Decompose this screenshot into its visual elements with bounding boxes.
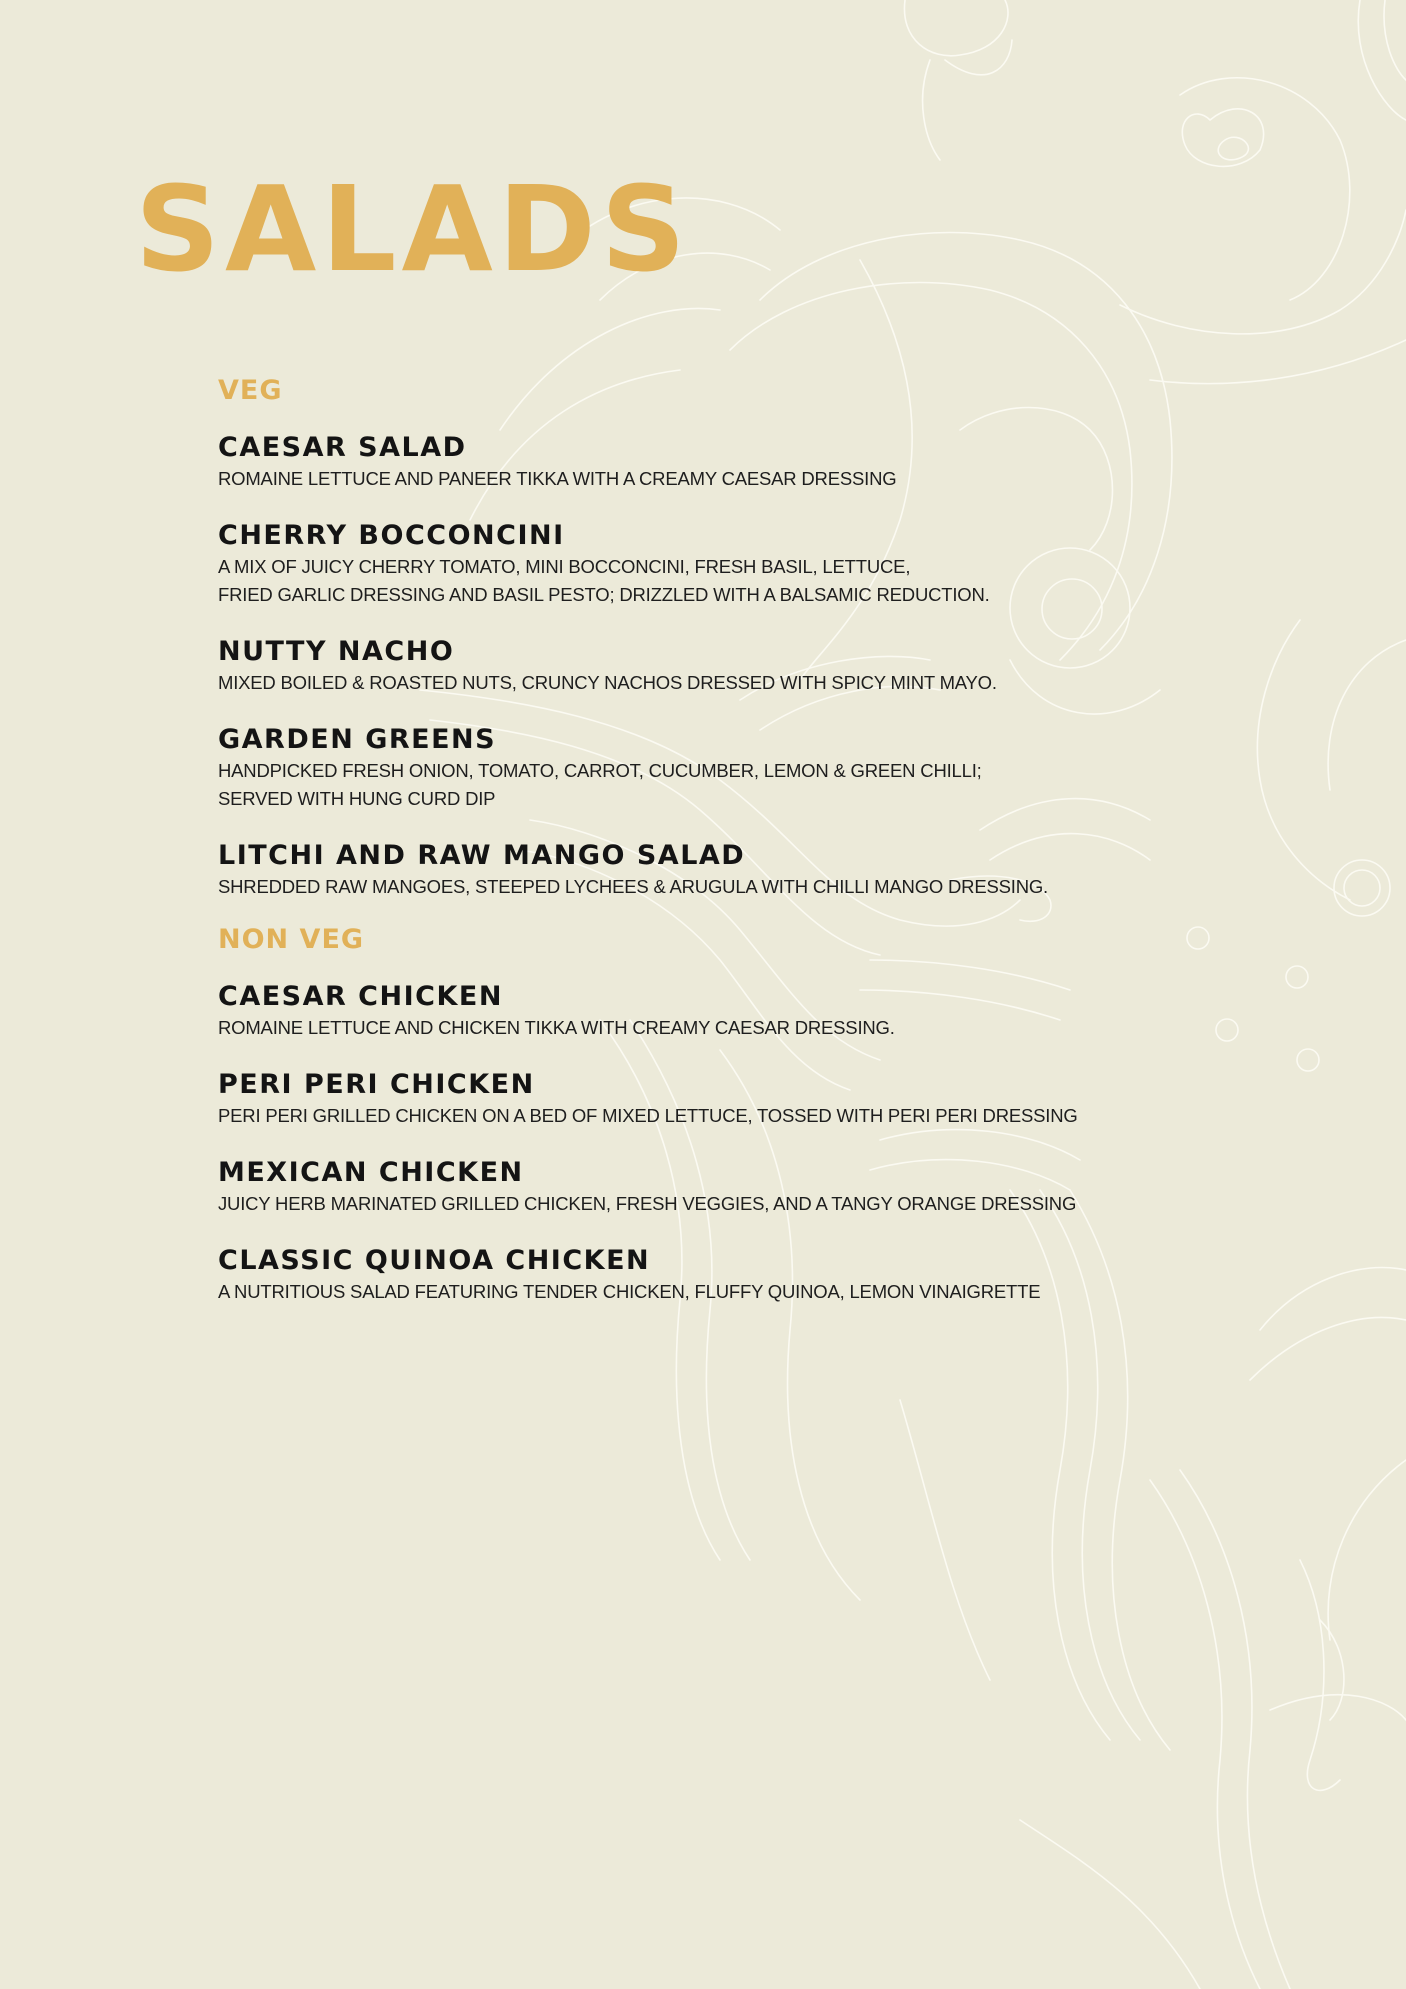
item-description: PERI PERI GRILLED CHICKEN ON A BED OF MIXED LETTUCE, TOSSED WITH PERI PERI DRESSING [218, 1105, 1078, 1126]
menu-item-classic-quinoa-chicken [218, 1245, 1218, 1306]
menu-item-mexican-chicken [218, 1157, 1218, 1218]
item-name: NUTTY NACHO [218, 636, 455, 667]
item-description: A NUTRITIOUS SALAD FEATURING TENDER CHICKEN, FLUFFY QUINOA, LEMON VINAIGRETTE [218, 1281, 1041, 1302]
item-description: A MIX OF JUICY CHERRY TOMATO, MINI BOCCONCINI, FRESH BASIL, LETTUCE, FRIED GARLIC DRESSING AND BASIL PESTO; DRIZZLED WITH A BALSAMIC REDUCTION. [218, 556, 990, 605]
item-description: JUICY HERB MARINATED GRILLED CHICKEN, FRESH VEGGIES, AND A TANGY ORANGE DRESSING [218, 1193, 1077, 1214]
item-name: CAESAR SALAD [218, 432, 467, 463]
menu-item-litchi-raw-mango-salad [218, 840, 1218, 901]
item-name: MEXICAN CHICKEN [218, 1157, 524, 1188]
item-name: CLASSIC QUINOA CHICKEN [218, 1245, 651, 1276]
menu-item-nutty-nacho [218, 636, 1218, 697]
menu-item-peri-peri-chicken [218, 1069, 1218, 1130]
section-heading: VEG [218, 375, 283, 406]
menu-item-garden-greens [218, 724, 1218, 813]
menu-item-caesar-salad [218, 432, 1218, 493]
page-title: SALADS [135, 160, 691, 298]
item-description: SHREDDED RAW MANGOES, STEEPED LYCHEES & ARUGULA WITH CHILLI MANGO DRESSING. [218, 876, 1048, 897]
item-name: GARDEN GREENS [218, 724, 497, 755]
menu-item-cherry-bocconcini [218, 520, 1218, 609]
section-heading: NON VEG [218, 924, 365, 955]
item-description: MIXED BOILED & ROASTED NUTS, CRUNCY NACHOS DRESSED WITH SPICY MINT MAYO. [218, 672, 997, 693]
menu-item-caesar-chicken [218, 981, 1218, 1042]
section-veg [218, 376, 1218, 901]
item-name: CHERRY BOCCONCINI [218, 520, 565, 551]
item-name: CAESAR CHICKEN [218, 981, 503, 1012]
item-description: ROMAINE LETTUCE AND PANEER TIKKA WITH A CREAMY CAESAR DRESSING [218, 468, 897, 489]
item-name: LITCHI AND RAW MANGO SALAD [218, 840, 746, 871]
item-description: ROMAINE LETTUCE AND CHICKEN TIKKA WITH CREAMY CAESAR DRESSING. [218, 1017, 895, 1038]
menu-content [218, 376, 1218, 1333]
section-non-veg [218, 925, 1218, 1306]
item-description: HANDPICKED FRESH ONION, TOMATO, CARROT, CUCUMBER, LEMON & GREEN CHILLI; SERVED WITH HUNG CURD DIP [218, 760, 982, 809]
item-name: PERI PERI CHICKEN [218, 1069, 535, 1100]
